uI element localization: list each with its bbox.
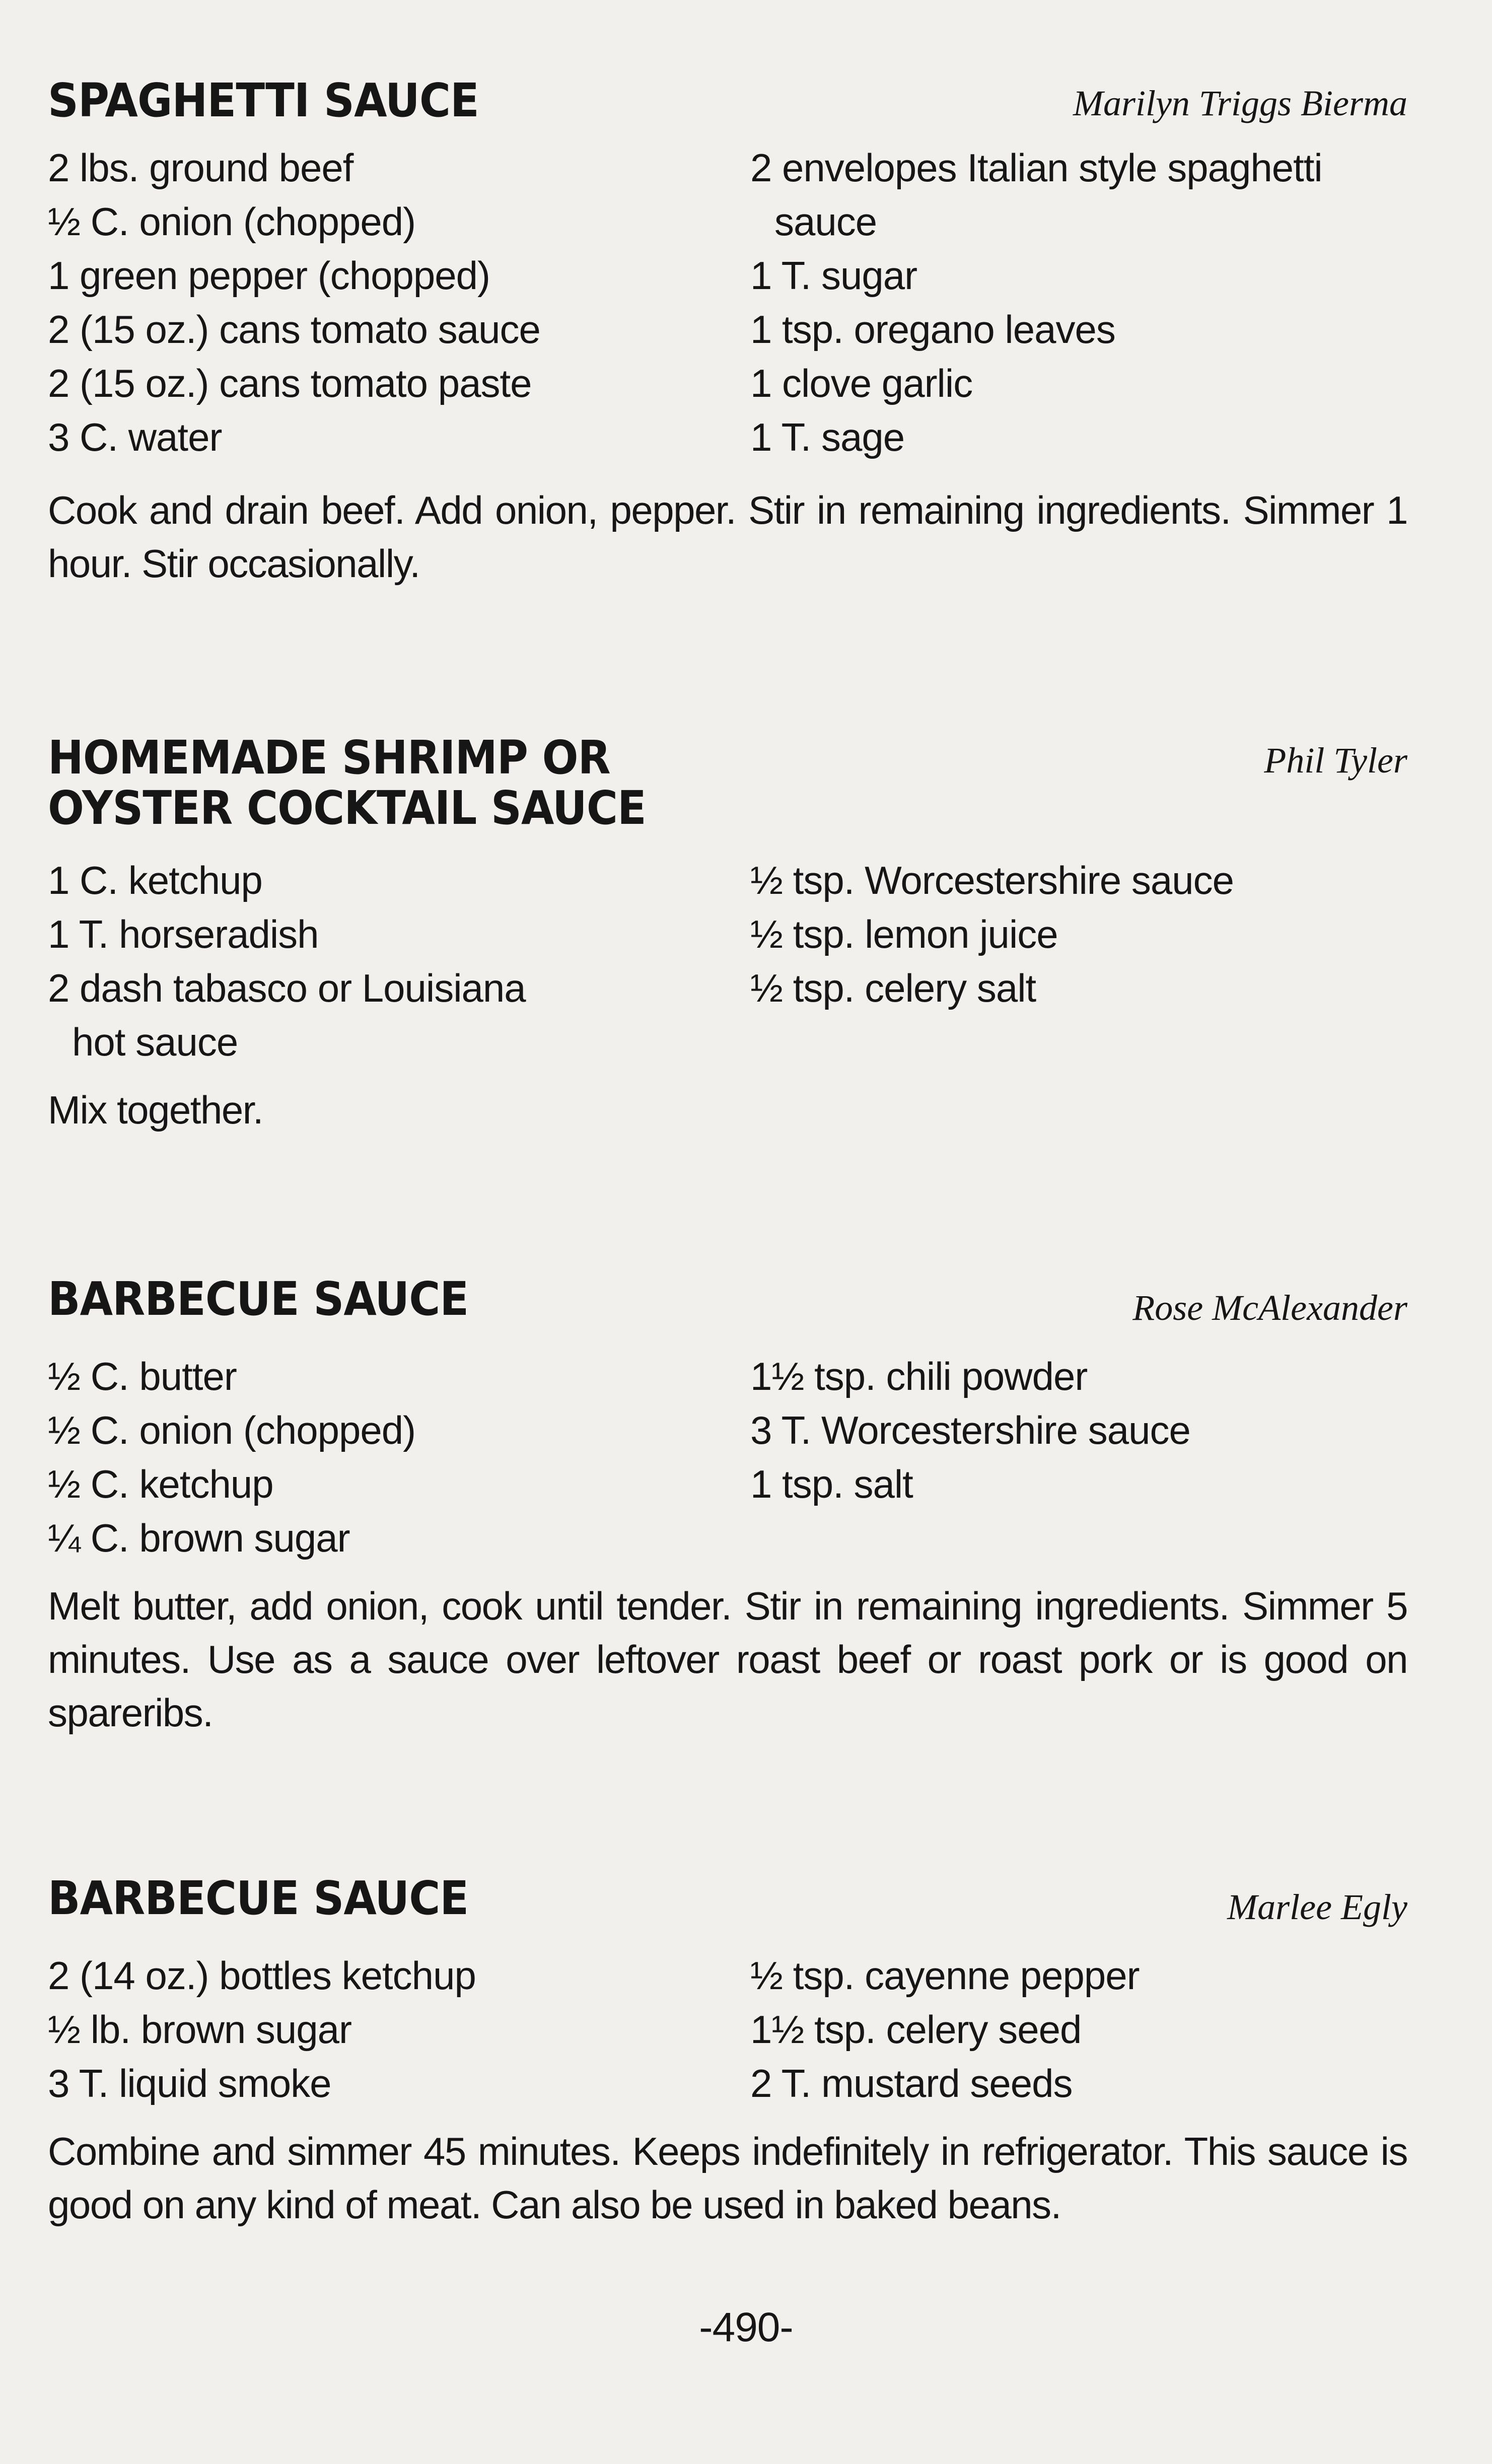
recipe-barbecue-sauce-2 (48, 1873, 1407, 2231)
ingredient-columns (48, 141, 1407, 464)
recipe-spaghetti-sauce (48, 76, 1407, 590)
ingredient: 3 T. liquid smoke (48, 2061, 331, 2105)
ingredient: ½ tsp. lemon juice (750, 912, 1058, 956)
ingredients-left (48, 1350, 750, 1565)
ingredient: 1 green pepper (chopped) (48, 253, 490, 298)
ingredient: 2 (15 oz.) cans tomato paste (48, 361, 532, 405)
ingredient: 2 dash tabasco or Louisiana (48, 966, 526, 1010)
recipe-author: Rose McAlexander (1132, 1288, 1407, 1328)
recipe-header (48, 1274, 1407, 1334)
ingredient: 1 T. sage (750, 415, 905, 459)
ingredient: ½ C. butter (48, 1354, 237, 1398)
recipe-title: SPAGHETTI SAUCE (48, 74, 479, 127)
ingredient: ½ tsp. celery salt (750, 966, 1036, 1010)
ingredient: ½ lb. brown sugar (48, 2007, 352, 2052)
ingredient: 1½ tsp. chili powder (750, 1354, 1088, 1398)
ingredient: 1 T. sugar (750, 253, 917, 298)
ingredient: ½ tsp. Worcestershire sauce (750, 858, 1234, 902)
ingredient: 2 T. mustard seeds (750, 2061, 1073, 2105)
recipe-title-line1: HOMEMADE SHRIMP OR (48, 731, 610, 785)
ingredient-columns (48, 1350, 1407, 1565)
ingredient: 1 T. horseradish (48, 912, 319, 956)
ingredient: 2 lbs. ground beef (48, 146, 353, 190)
recipe-instructions: Mix together. (48, 1088, 263, 1132)
recipe-instructions: Cook and drain beef. Add onion, pepper. Stir in remaining ingredients. Simmer 1 hour. Stir occasionally. (48, 488, 1407, 586)
ingredient: 1 tsp. salt (750, 1462, 913, 1506)
ingredient: 2 (14 oz.) bottles ketchup (48, 1953, 476, 1998)
ingredient: ¼ C. brown sugar (48, 1516, 350, 1560)
ingredient-continued: hot sauce (72, 1020, 238, 1064)
ingredient: 1 tsp. oregano leaves (750, 307, 1115, 351)
ingredients-right (750, 1350, 1405, 1565)
recipe-title (48, 733, 1299, 833)
ingredient: 2 (15 oz.) cans tomato sauce (48, 307, 540, 351)
ingredient: ½ C. onion (chopped) (48, 1408, 416, 1452)
recipe-header (48, 1873, 1407, 1934)
ingredients-left (48, 141, 750, 464)
recipe-header (48, 733, 1407, 838)
ingredient-columns (48, 854, 1407, 1069)
ingredients-left (48, 854, 750, 1069)
ingredient: 3 T. Worcestershire sauce (750, 1408, 1190, 1452)
ingredients-right (750, 1949, 1405, 2110)
recipe-title: BARBECUE SAUCE (48, 1272, 469, 1326)
ingredient: 1 clove garlic (750, 361, 973, 405)
ingredient-columns (48, 1949, 1407, 2110)
recipe-title: BARBECUE SAUCE (48, 1871, 469, 1925)
recipe-barbecue-sauce-1 (48, 1274, 1407, 1739)
ingredient: 1 C. ketchup (48, 858, 262, 902)
recipe-author: Marilyn Triggs Bierma (1073, 83, 1407, 123)
ingredients-right (750, 141, 1405, 464)
recipe-instructions: Combine and simmer 45 minutes. Keeps indefinitely in refrigerator. This sauce is good on any kind of meat. Can also be used in baked beans. (48, 2129, 1407, 2227)
recipe-title-line2: OYSTER COCKTAIL SAUCE (48, 781, 646, 835)
ingredient: ½ C. onion (chopped) (48, 199, 416, 244)
ingredient: 1½ tsp. celery seed (750, 2007, 1082, 2052)
page-number: -490- (699, 2304, 793, 2350)
recipe-author: Marlee Egly (1227, 1887, 1407, 1927)
recipe-author: Phil Tyler (1264, 740, 1407, 781)
recipe-cocktail-sauce (48, 733, 1407, 1137)
recipe-instructions: Melt butter, add onion, cook until tender. Stir in remaining ingredients. Simmer 5 minutes. Use as a sauce over leftover roast beef or roast pork or is good on spareribs. (48, 1584, 1407, 1735)
ingredient: 3 C. water (48, 415, 222, 459)
ingredient: ½ C. ketchup (48, 1462, 273, 1506)
ingredient-continued: sauce (774, 199, 877, 244)
recipe-header (48, 76, 1407, 136)
ingredient: ½ tsp. cayenne pepper (750, 1953, 1140, 1998)
ingredients-left (48, 1949, 750, 2110)
ingredients-right (750, 854, 1405, 1069)
ingredient: 2 envelopes Italian style spaghetti (750, 146, 1322, 190)
